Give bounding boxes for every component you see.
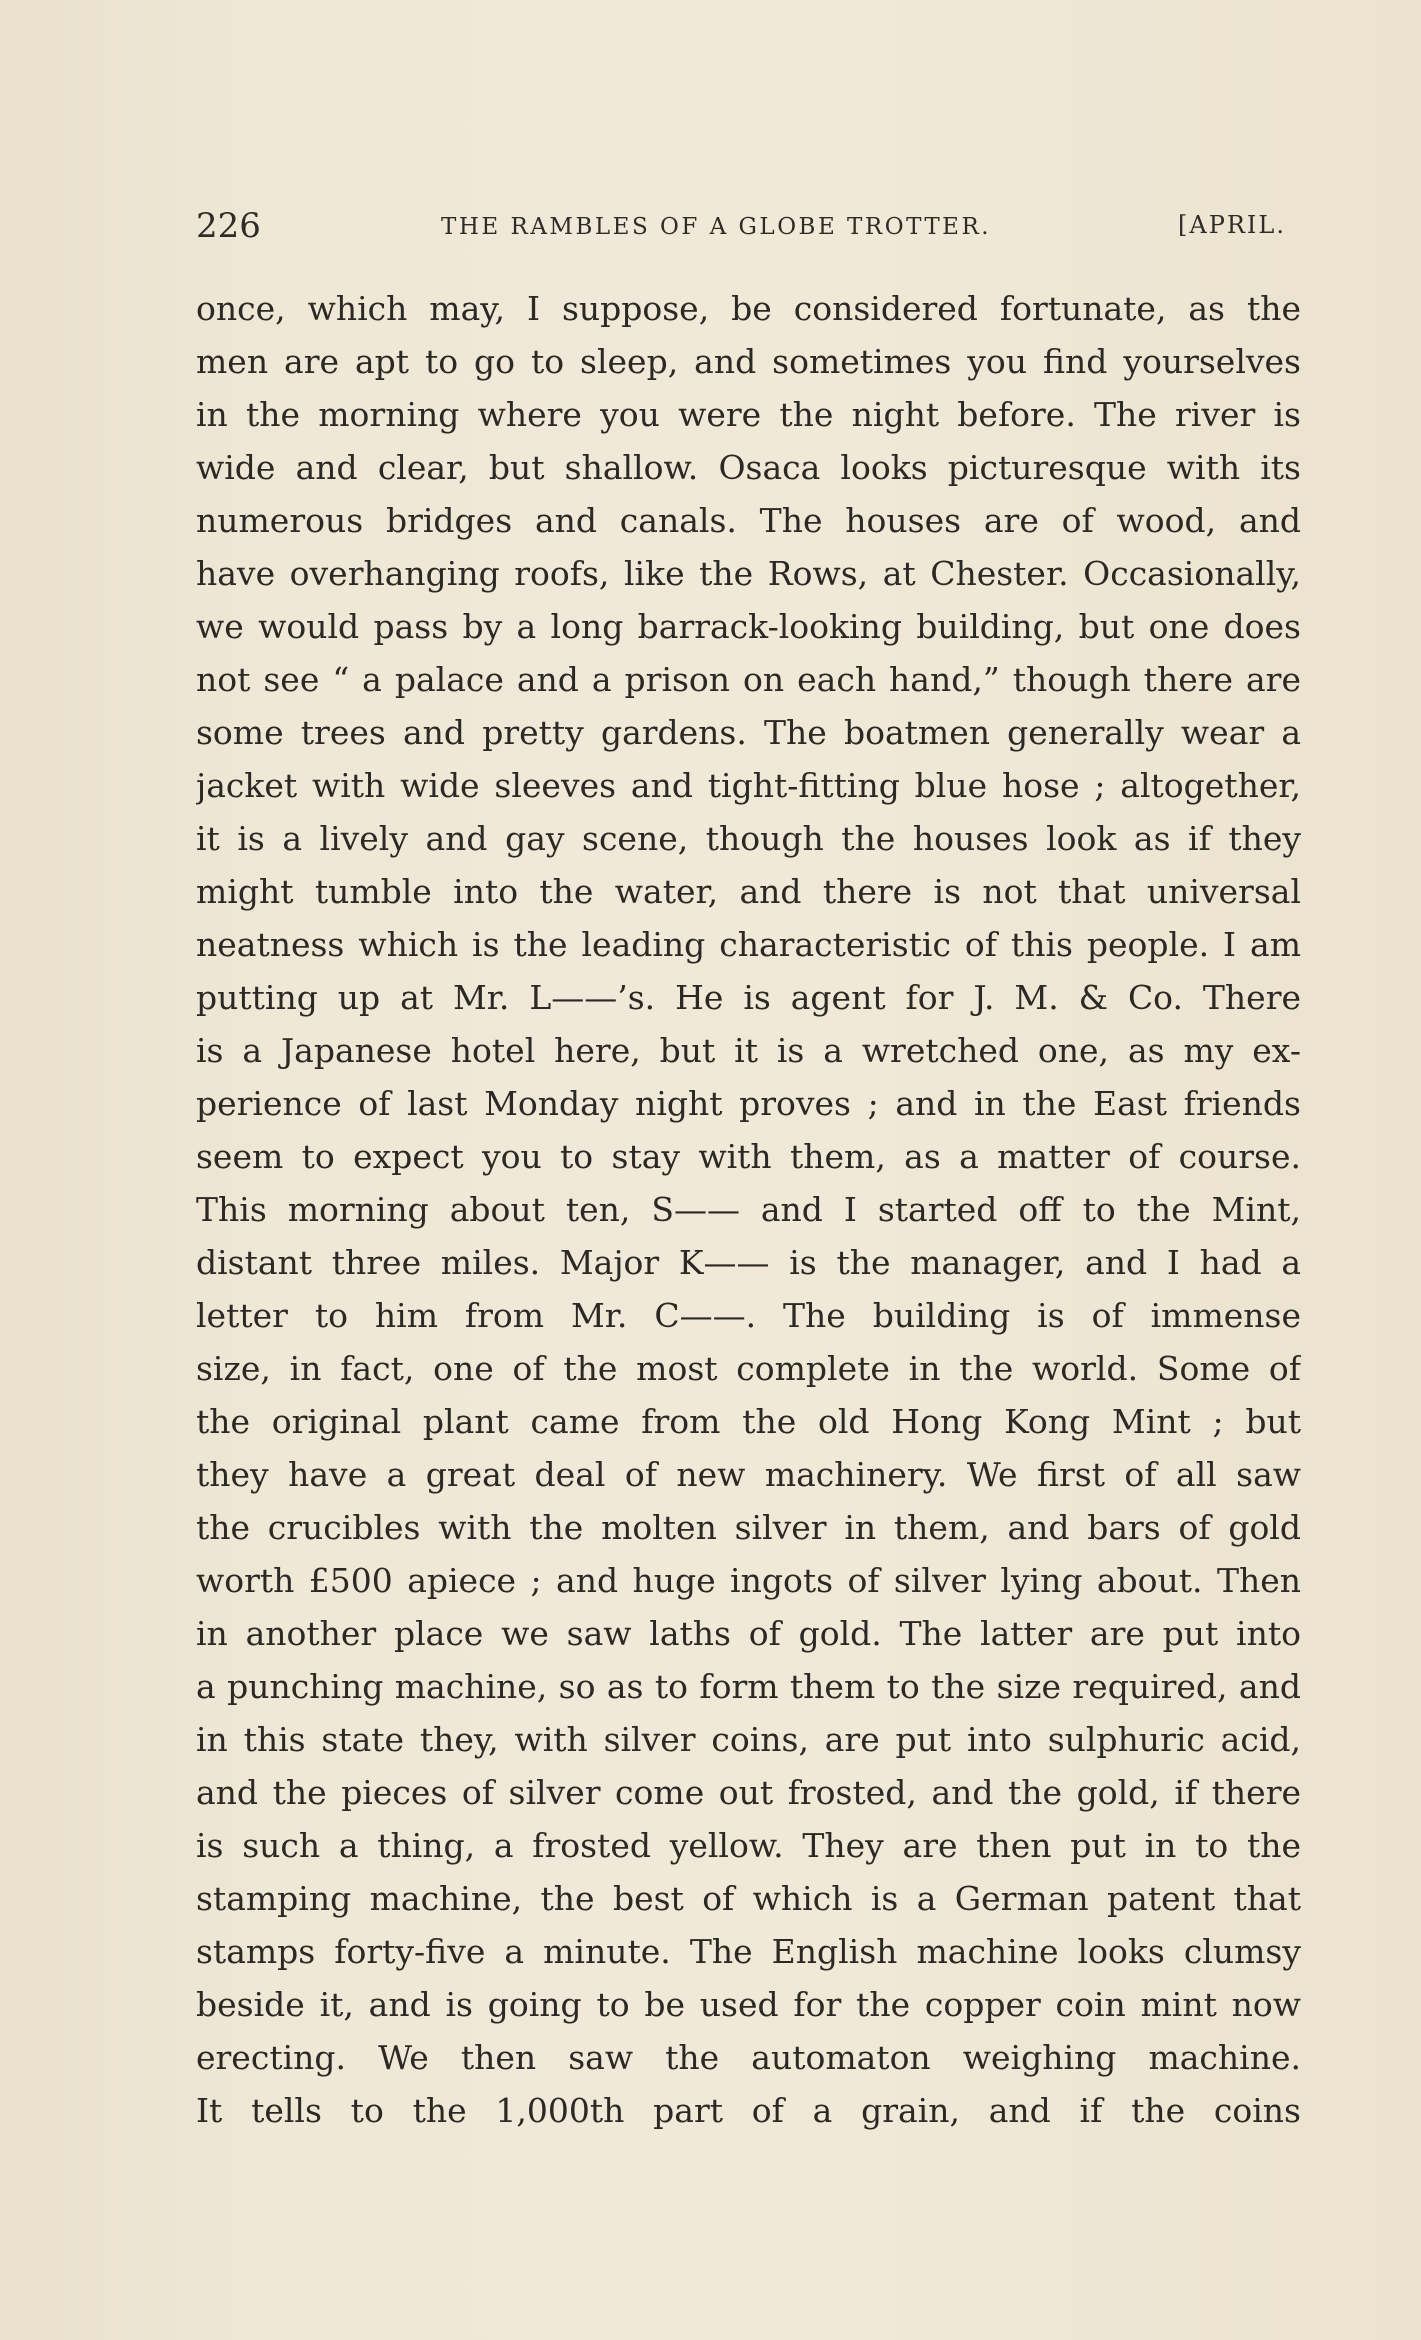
text-line: perience of last Monday night proves ; and in the East friends	[196, 1084, 1301, 1123]
text-line: is such a thing, a frosted yellow. They are then put in to the	[196, 1826, 1301, 1865]
text-line: beside it, and is going to be used for the copper coin mint now	[196, 1985, 1301, 2024]
text-line: worth £500 apiece ; and huge ingots of silver lying about. Then	[196, 1561, 1301, 1600]
body-text	[196, 282, 1301, 2137]
text-line: putting up at Mr. L——’s. He is agent for J. M. & Co. There	[196, 978, 1301, 1017]
running-title: THE RAMBLES OF A GLOBE TROTTER.	[441, 214, 992, 240]
text-line: the crucibles with the molten silver in them, and bars of gold	[196, 1508, 1301, 1547]
text-line: a punching machine, so as to form them to the size required, and	[196, 1667, 1301, 1706]
text-line: This morning about ten, S—— and I started off to the Mint,	[196, 1190, 1301, 1229]
text-line: in another place we saw laths of gold. The latter are put into	[196, 1614, 1301, 1653]
text-line: is a Japanese hotel here, but it is a wretched one, as my ex-	[196, 1031, 1301, 1070]
text-line: numerous bridges and canals. The houses are of wood, and	[196, 501, 1301, 540]
text-line: jacket with wide sleeves and tight-fitting blue hose ; altogether,	[196, 766, 1301, 805]
text-line: not see “ a palace and a prison on each hand,” though there are	[196, 660, 1301, 699]
text-line: letter to him from Mr. C——. The building is of immense	[196, 1296, 1301, 1335]
page-header	[196, 206, 1296, 246]
text-line: in this state they, with silver coins, are put into sulphuric acid,	[196, 1720, 1301, 1759]
text-line: it is a lively and gay scene, though the houses look as if they	[196, 819, 1301, 858]
text-line: stamps forty-five a minute. The English machine looks clumsy	[196, 1932, 1301, 1971]
text-line: wide and clear, but shallow. Osaca looks picturesque with its	[196, 448, 1301, 487]
text-line: might tumble into the water, and there is not that universal	[196, 872, 1301, 911]
text-line: distant three miles. Major K—— is the manager, and I had a	[196, 1243, 1301, 1282]
text-line: It tells to the 1,000th part of a grain, and if the coins	[196, 2091, 1301, 2130]
page-number: 226	[196, 206, 261, 246]
text-line: the original plant came from the old Hong Kong Mint ; but	[196, 1402, 1301, 1441]
text-line: size, in fact, one of the most complete in the world. Some of	[196, 1349, 1301, 1388]
text-line: stamping machine, the best of which is a German patent that	[196, 1879, 1301, 1918]
text-line: we would pass by a long barrack-looking building, but one does	[196, 607, 1301, 646]
text-line: in the morning where you were the night before. The river is	[196, 395, 1301, 434]
text-line: seem to expect you to stay with them, as a matter of course.	[196, 1137, 1301, 1176]
text-line: and the pieces of silver come out frosted, and the gold, if there	[196, 1773, 1301, 1812]
text-line: they have a great deal of new machinery. We first of all saw	[196, 1455, 1301, 1494]
text-line: neatness which is the leading characteristic of this people. I am	[196, 925, 1301, 964]
running-month: [APRIL.	[1178, 211, 1286, 239]
text-line: have overhanging roofs, like the Rows, at Chester. Occasionally,	[196, 554, 1301, 593]
text-line: erecting. We then saw the automaton weighing machine.	[196, 2038, 1301, 2077]
text-line: some trees and pretty gardens. The boatmen generally wear a	[196, 713, 1301, 752]
text-line: men are apt to go to sleep, and sometimes you find yourselves	[196, 342, 1301, 381]
text-line: once, which may, I suppose, be considered fortunate, as the	[196, 289, 1301, 328]
